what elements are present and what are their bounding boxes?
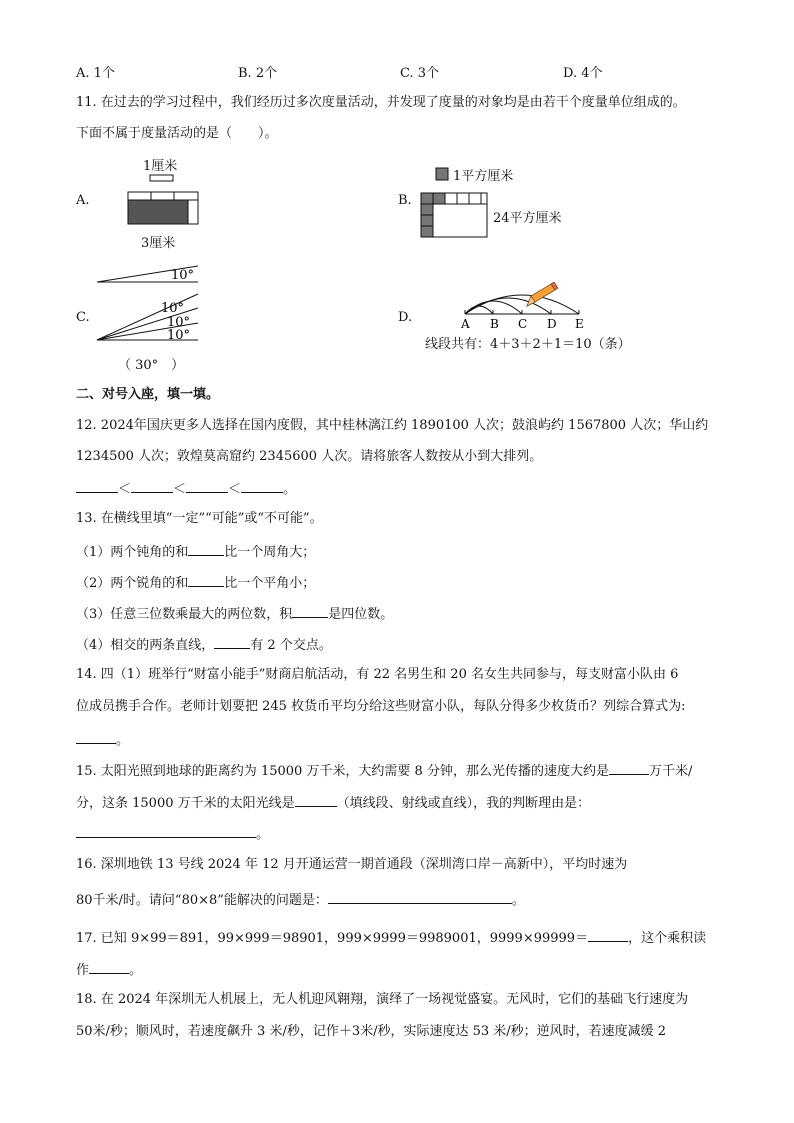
q13-item-1: （1）两个钝角的和 比一个周角大；: [76, 541, 315, 563]
option-d: D. 4个: [563, 66, 603, 81]
answer-blank[interactable]: [188, 572, 224, 587]
q14-stem-line2: 位成员携手合作。老师计划要把 245 枚货币平均分给这些财富小队，每队分得多少枚货币？列综合算式为:: [76, 699, 686, 714]
q16-stem-line1: 16. 深圳地铁 13 号线 2024 年 12 月开通运营一期首通段（深圳湾口岸－高新中），平均时速为: [76, 857, 628, 872]
answer-blank[interactable]: [241, 478, 283, 493]
unit-label-1cm2: 1平方厘米: [453, 169, 514, 184]
q17-line2: 作 。: [76, 959, 142, 981]
svg-text:10°: 10°: [167, 328, 191, 343]
q12-answer-row: ＜ ＜ ＜ 。: [76, 478, 296, 500]
q13-item-3: （3）任意三位数乘最大的两位数，积 是四位数。: [76, 603, 393, 625]
answer-blank[interactable]: [588, 927, 628, 942]
area-grid-figure: [420, 192, 492, 240]
segment-formula: 线段共有：4＋3＋2＋1＝10（条）: [425, 337, 631, 352]
answer-blank[interactable]: [131, 478, 173, 493]
point-label-c: C: [518, 317, 528, 331]
answer-blank[interactable]: [328, 889, 512, 904]
q17-line1: 17. 已知 9×99＝891，99×999＝98901，999×9999＝9989001，9999×99999＝ ，这个乘积读: [76, 927, 706, 949]
q11-stem-line2: 下面不属于度量活动的是（ ）。: [76, 126, 278, 141]
angle-unit-figure: [95, 262, 205, 286]
ruler-figure: [125, 172, 205, 234]
q14-stem-line1: 14. 四（1）班举行“财富小能手”财商启航活动，有 22 名男生和 20 名女生共同参与，每支财富小队由 6: [76, 667, 679, 682]
q15-line2: 分，这条 15000 万千米的太阳光线是 （填线段、射线或直线），我的判断理由是：: [76, 792, 590, 814]
point-label-d: D: [547, 317, 557, 331]
q18-stem-line2: 50米/秒；顺风时，若速度飙升 3 米/秒，记作＋3米/秒，实际速度达 53 米/秒；逆风时，若速度减缓 2: [76, 1024, 667, 1039]
q11-option-d-letter: D.: [398, 310, 413, 325]
answer-blank[interactable]: [214, 634, 250, 649]
q11-option-c-letter: C.: [76, 310, 90, 325]
answer-blank[interactable]: [188, 541, 224, 556]
unit-square-icon: [435, 167, 450, 182]
total-label-3cm: 3厘米: [141, 236, 176, 251]
point-label-b: B: [490, 317, 499, 331]
q15-line1: 15. 太阳光照到地球的距离约为 15000 万千米，大约需要 8 分钟，那么光传播的速度大约是 万千米/: [76, 760, 692, 782]
svg-text:10°: 10°: [167, 315, 191, 330]
q13-item-4: （4）相交的两条直线， 有 2 个交点。: [76, 634, 332, 656]
answer-blank[interactable]: [76, 823, 256, 838]
option-c: C. 3个: [400, 66, 440, 81]
q12-stem-line2: 1234500 人次；敦煌莫高窟约 2345600 人次。请将旅客人数按从小到大排列。: [76, 449, 543, 464]
angle-result-label: （ 30° ）: [118, 358, 185, 373]
q11-stem-line1: 11. 在过去的学习过程中，我们经历过多次度量活动，并发现了度量的对象均是由若干个度量单位组成的。: [76, 95, 686, 110]
q15-answer-row: 。: [76, 823, 269, 845]
unit-label-1cm: 1厘米: [143, 159, 178, 174]
answer-blank[interactable]: [292, 603, 328, 618]
segment-count-figure: [455, 282, 595, 332]
q13-item-2: （2）两个锐角的和 比一个平角小；: [76, 572, 315, 594]
answer-blank[interactable]: [89, 959, 129, 974]
answer-blank[interactable]: [76, 478, 118, 493]
svg-text:10°: 10°: [161, 301, 185, 316]
section-title: 二、对号入座，填一填。: [76, 387, 220, 402]
pencil-icon: [527, 282, 558, 306]
option-b: B. 2个: [238, 66, 278, 81]
answer-blank[interactable]: [186, 478, 228, 493]
total-label-24cm2: 24平方厘米: [493, 211, 562, 226]
option-a: A. 1个: [76, 66, 115, 81]
angle-measure-figure: [95, 292, 205, 344]
q13-stem: 13. 在横线里填“一定”“可能”或“不可能”。: [76, 511, 323, 526]
answer-blank[interactable]: [609, 760, 649, 775]
answer-blank[interactable]: [76, 729, 116, 744]
answer-blank[interactable]: [295, 792, 337, 807]
angle-unit-label: 10°: [171, 268, 195, 283]
q11-option-b-letter: B.: [398, 193, 412, 208]
q12-stem-line1: 12. 2024年国庆更多人选择在国内度假，其中桂林漓江约 1890100 人次；鼓浪屿约 1567800 人次；华山约: [76, 418, 709, 433]
point-label-e: E: [575, 317, 584, 331]
q14-answer-row: 。: [76, 729, 129, 751]
point-label-a: A: [461, 317, 470, 331]
q18-stem-line1: 18. 在 2024 年深圳无人机展上，无人机迎风翱翔，演绎了一场视觉盛宴。无风时，它们的基础飞行速度为: [76, 992, 689, 1007]
q16-line2: 80千米/时。请问“80×8”能解决的问题是： 。: [76, 889, 525, 911]
q11-option-a-letter: A.: [76, 193, 90, 208]
